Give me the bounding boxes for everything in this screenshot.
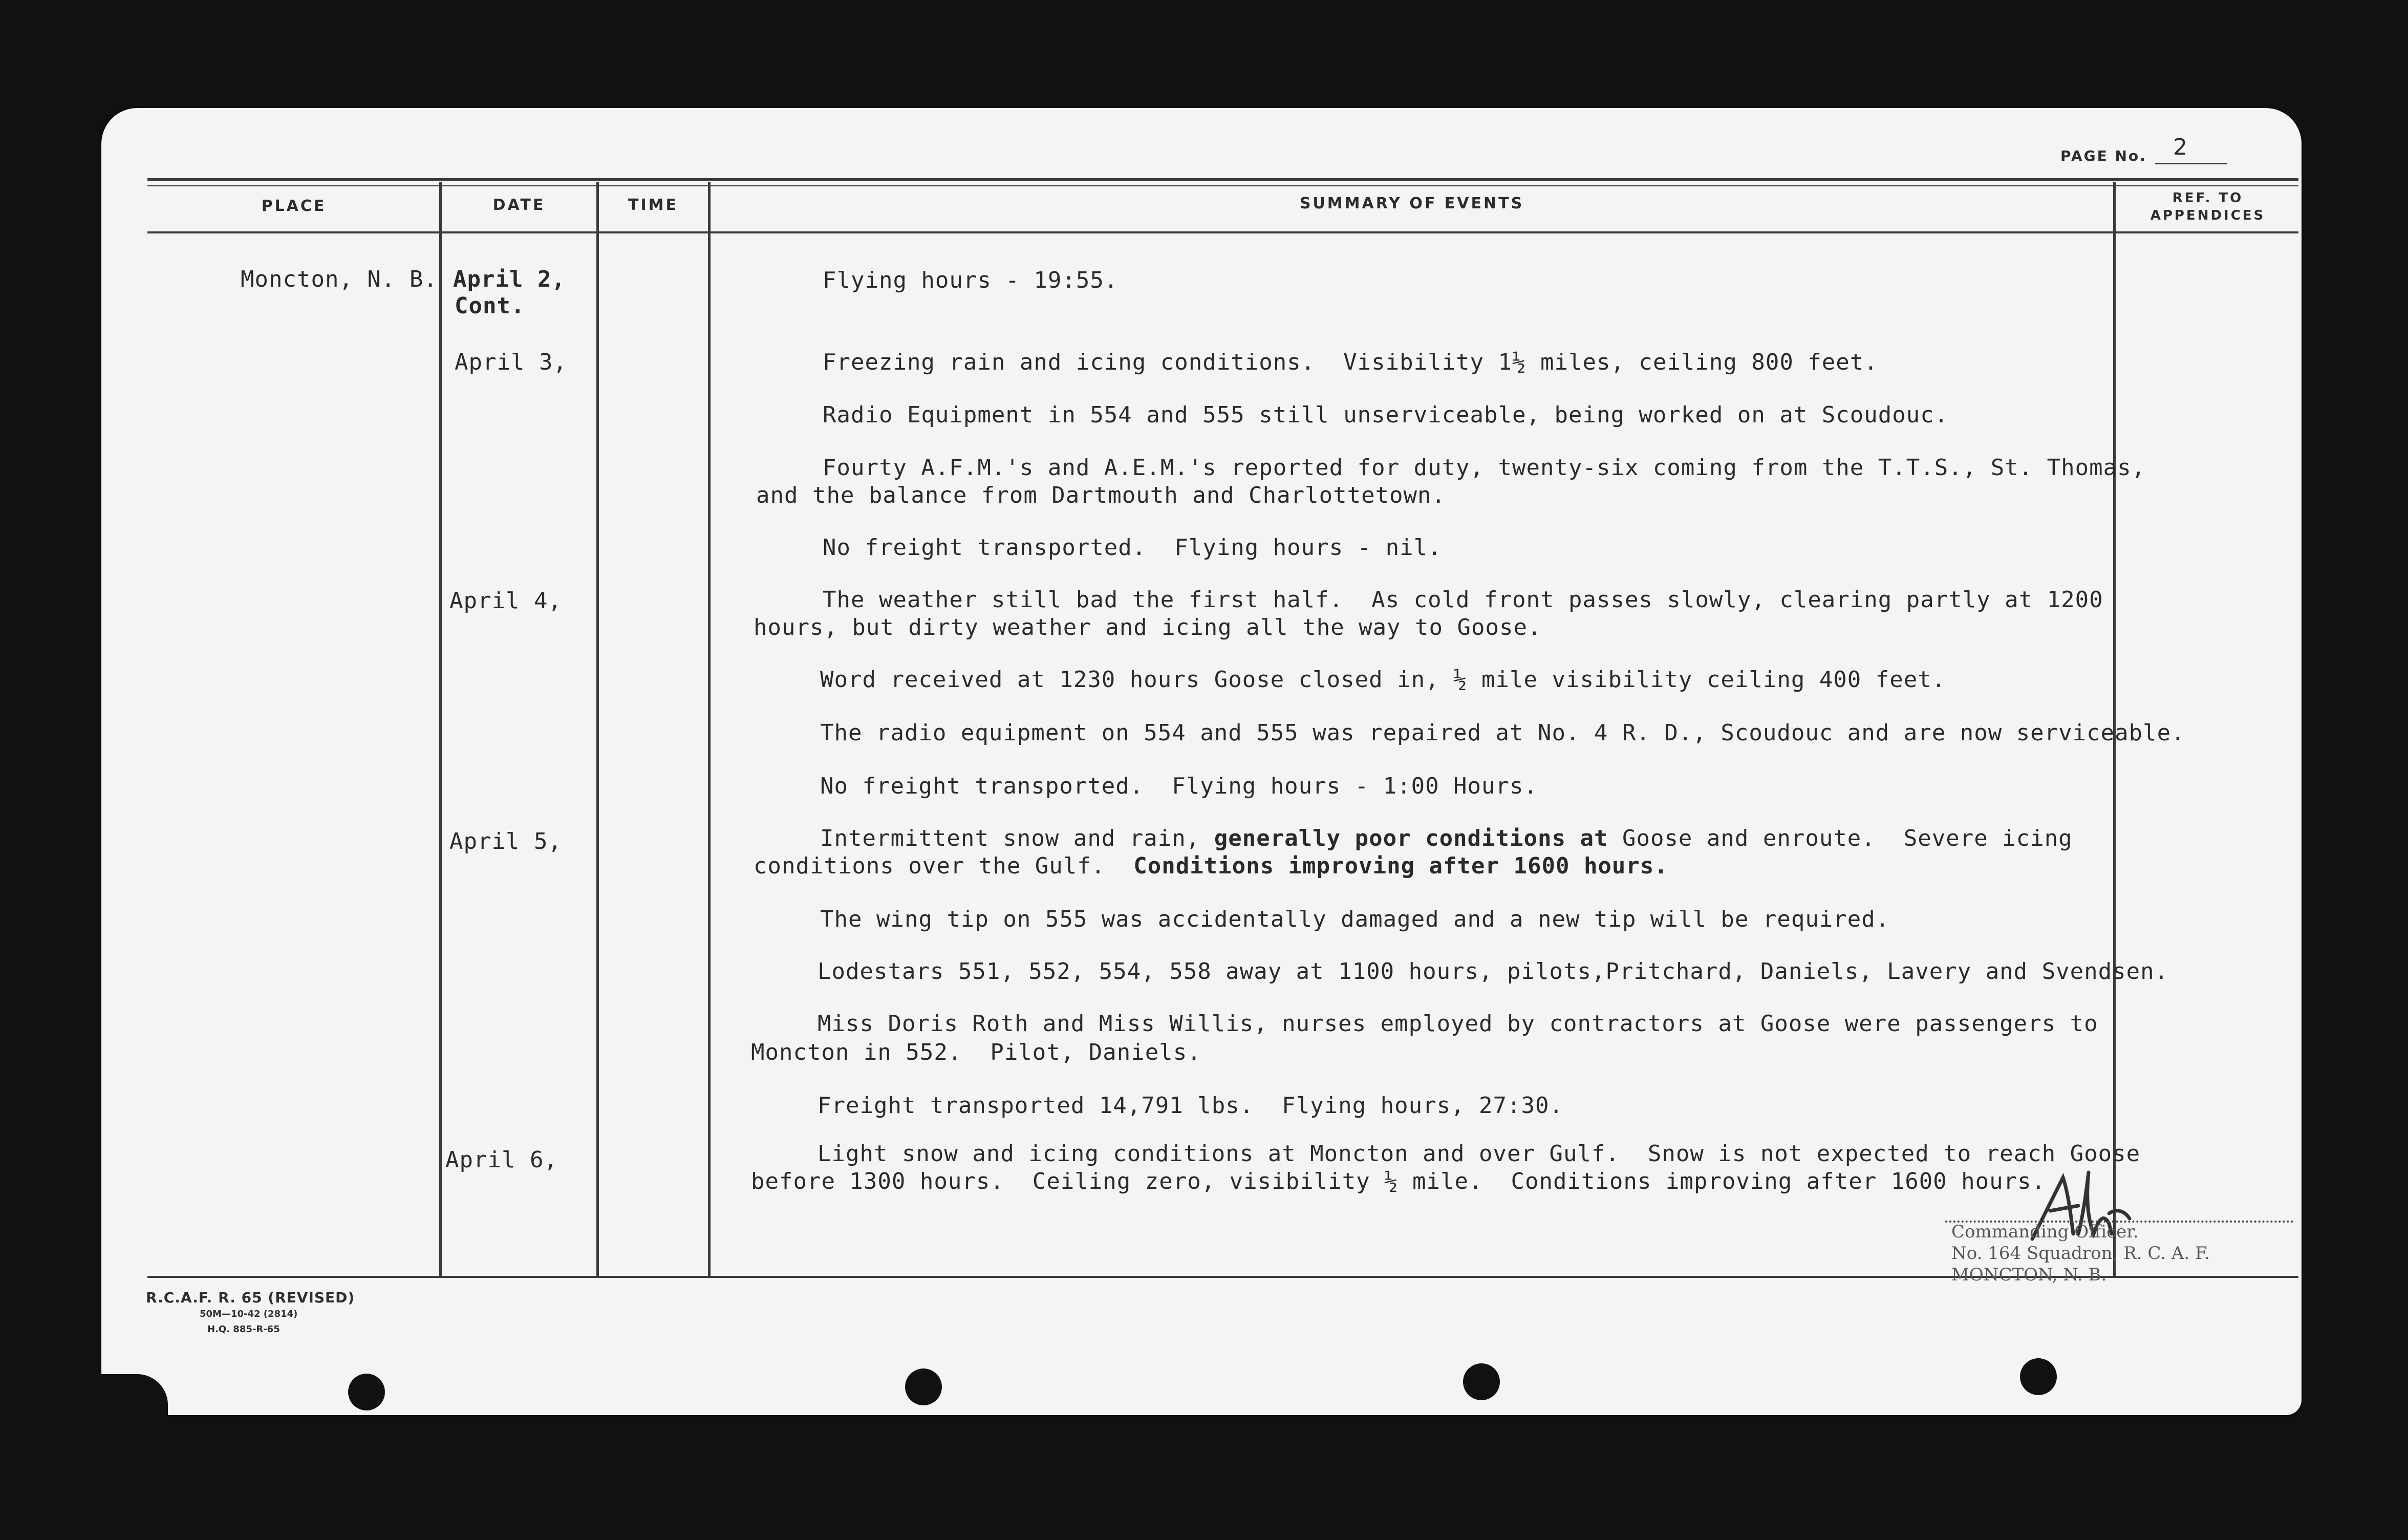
punch-hole (1463, 1363, 1500, 1400)
event-line: No freight transported. Flying hours - nil. (823, 534, 1442, 561)
page-number: 2 (2173, 134, 2187, 160)
column-divider-place-date (439, 182, 442, 1277)
event-line: Word received at 1230 hours Goose closed in, ½ mile visibility ceiling 400 feet. (820, 667, 1946, 693)
punch-hole (905, 1368, 942, 1405)
column-divider-date-time (596, 182, 599, 1277)
page-number-underline (2155, 163, 2227, 164)
event-line: Light snow and icing conditions at Moncton and over Gulf. Snow is not expected to reach Goose (818, 1141, 2141, 1167)
event-line: Fourty A.F.M.'s and A.E.M.'s reported for duty, twenty-six coming from the T.T.S., St. Thomas, (823, 455, 2146, 481)
event-line: Miss Doris Roth and Miss Willis, nurses employed by contractors at Goose were passengers to (818, 1011, 2098, 1037)
signature-title: Commanding Officer. (1951, 1222, 2139, 1242)
event-line: hours, but dirty weather and icing all the way to Goose. (754, 614, 1542, 640)
place-cell: Moncton, N. B. (241, 266, 438, 292)
date-april-2: April 2, (453, 266, 566, 292)
header-ref-line1: REF. TO (2172, 190, 2244, 206)
event-line (754, 853, 1668, 879)
date-april-4: April 4, (449, 588, 562, 614)
column-divider-time-summary (708, 182, 711, 1277)
top-rule-thin (147, 185, 2298, 186)
page-number-label: PAGE No. (2060, 147, 2147, 164)
event-text: Goose and enroute. Severe icing (1608, 825, 2073, 851)
form-hq-code: H.Q. 885-R-65 (207, 1324, 280, 1335)
form-card (101, 108, 2302, 1415)
event-line: Flying hours - 19:55. (823, 267, 1119, 293)
date-april-2-cont: Cont. (455, 293, 525, 319)
header-bottom-rule (147, 231, 2298, 233)
event-text: Intermittent snow and rain, (820, 825, 1214, 851)
event-line: before 1300 hours. Ceiling zero, visibility ½ mile. Conditions improving after 1600 hours. (751, 1168, 2046, 1194)
event-line (820, 825, 2073, 851)
event-line: Moncton in 552. Pilot, Daniels. (751, 1039, 1201, 1065)
punch-hole (348, 1374, 385, 1410)
header-date: DATE (492, 196, 546, 214)
signature-squadron: No. 164 Squadron, R. C. A. F. (1951, 1243, 2210, 1264)
event-line: Radio Equipment in 554 and 555 still unserviceable, being worked on at Scoudouc. (823, 402, 1949, 428)
event-line: Lodestars 551, 552, 554, 558 away at 1100 hours, pilots,Pritchard, Daniels, Lavery and Svendsen. (818, 958, 2169, 985)
event-text: conditions over the Gulf. (754, 853, 1134, 879)
date-april-6: April 6, (445, 1147, 558, 1173)
event-line: Freight transported 14,791 lbs. Flying hours, 27:30. (818, 1093, 1563, 1119)
event-line: No freight transported. Flying hours - 1:00 Hours. (820, 773, 1538, 799)
date-april-5: April 5, (449, 828, 562, 854)
form-print-code: 50M—10-42 (2814) (200, 1309, 298, 1319)
header-ref-line2: APPENDICES (2150, 208, 2266, 223)
header-place: PLACE (261, 197, 327, 215)
signature-location: MONCTON, N. B. (1951, 1265, 2107, 1285)
top-rule (147, 178, 2298, 181)
form-number: R.C.A.F. R. 65 (REVISED) (146, 1289, 355, 1306)
punch-hole (2020, 1358, 2057, 1395)
event-line: and the balance from Dartmouth and Charlottetown. (756, 482, 1446, 508)
event-line: Freezing rain and icing conditions. Visibility 1½ miles, ceiling 800 feet. (823, 349, 1878, 375)
date-april-3: April 3, (455, 349, 567, 375)
event-line: The wing tip on 555 was accidentally damaged and a new tip will be required. (820, 906, 1890, 932)
event-text-bold: Conditions improving after 1600 hours. (1133, 853, 1668, 879)
header-summary: SUMMARY OF EVENTS (1299, 195, 1524, 212)
event-line: The radio equipment on 554 and 555 was repaired at No. 4 R. D., Scoudouc and are now serviceable. (820, 720, 2185, 746)
header-time: TIME (628, 196, 678, 214)
event-text-bold: generally poor conditions at (1214, 825, 1608, 851)
event-line: The weather still bad the first half. As cold front passes slowly, clearing partly at 1200 (823, 587, 2103, 613)
